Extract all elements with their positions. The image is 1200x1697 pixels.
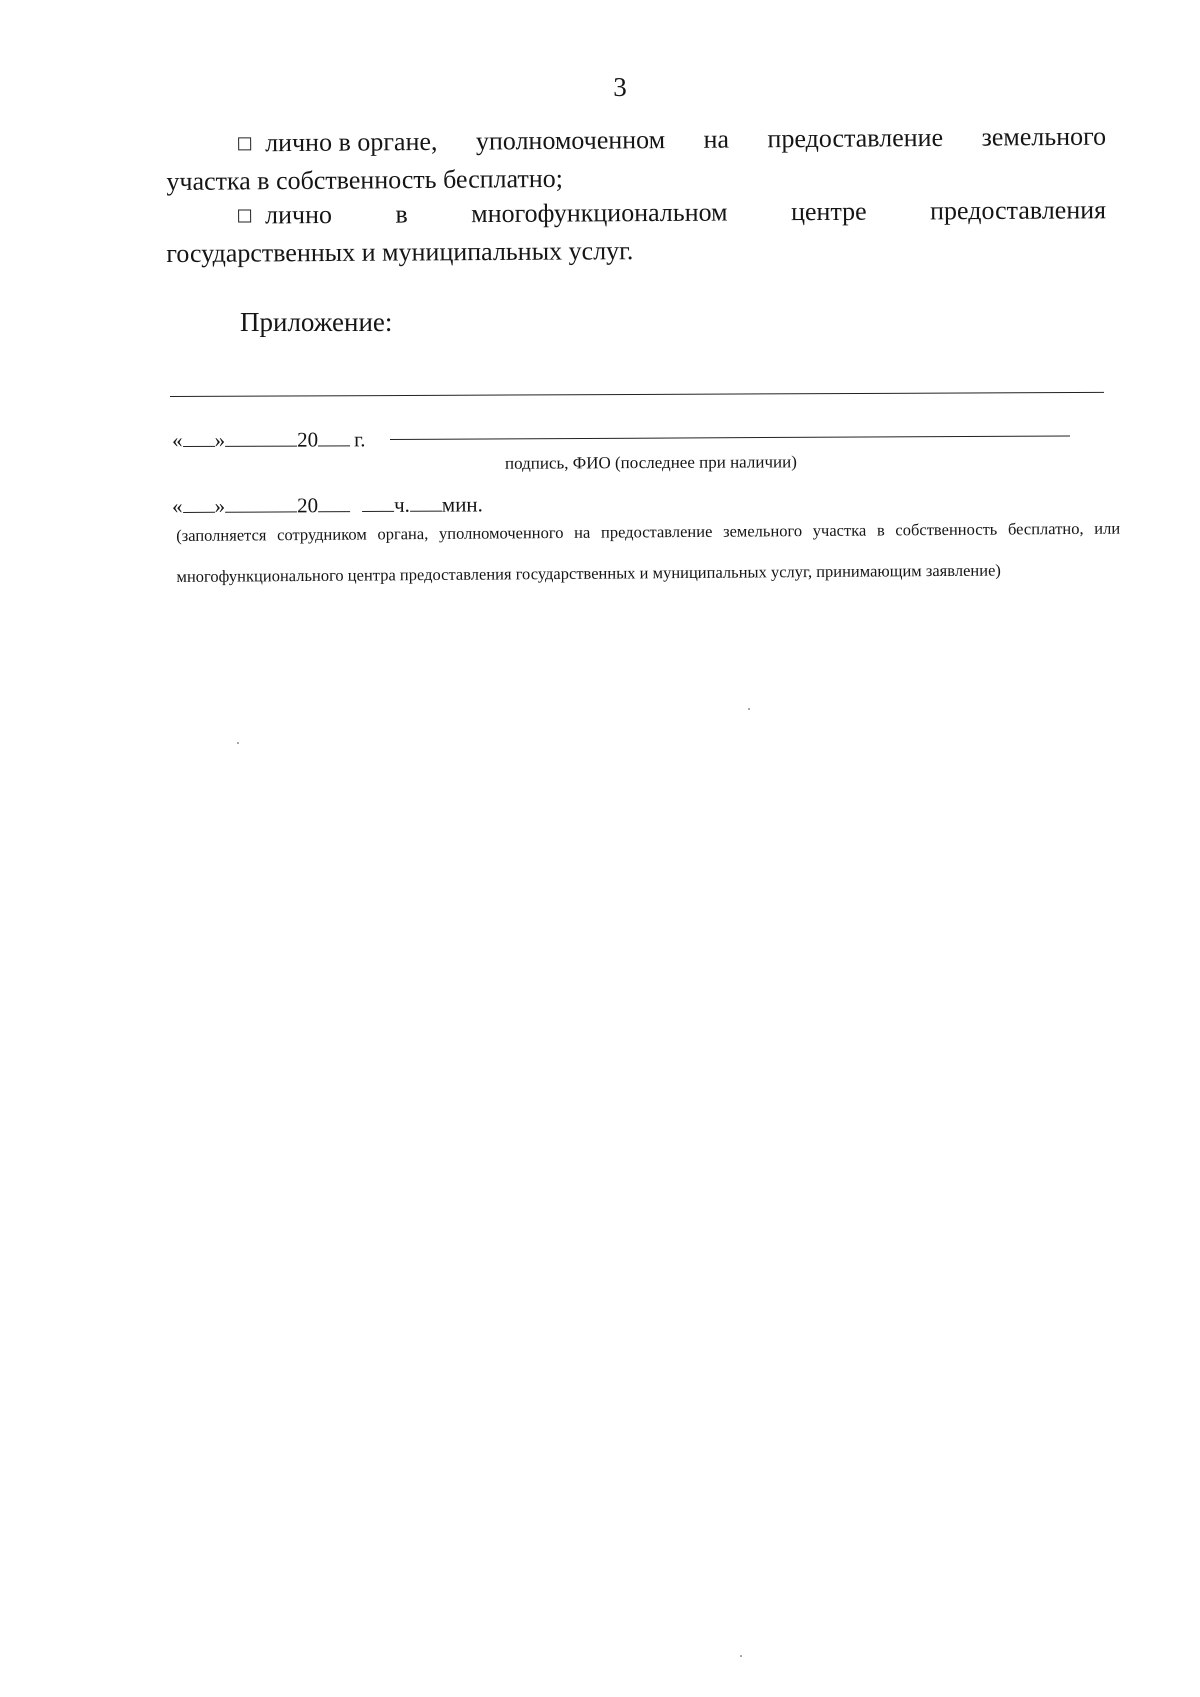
option-word-group [238, 123, 438, 163]
option-in-person-mfc [166, 191, 1106, 273]
signature-blank-line[interactable] [390, 435, 1070, 440]
date-line-signature [172, 427, 366, 453]
option-word-group [238, 196, 332, 235]
page-number: 3 [613, 72, 627, 102]
option-word: центре [790, 196, 867, 227]
open-quote: « [172, 493, 183, 518]
scan-speck [237, 742, 239, 744]
year-blank[interactable] [318, 427, 350, 446]
close-quote: » [214, 427, 226, 452]
option-word: лично в органе, [265, 126, 438, 158]
day-blank[interactable] [182, 494, 214, 513]
year-suffix: г. [353, 427, 366, 452]
month-blank[interactable] [225, 428, 297, 447]
hours-blank[interactable] [362, 493, 394, 512]
attachment-blank-line[interactable] [170, 392, 1104, 397]
option-word: уполномоченном [475, 125, 666, 156]
option-word: на [703, 124, 730, 154]
signature-caption: подпись, ФИО (последнее при наличии) [504, 452, 797, 473]
option-word: земельного [981, 121, 1107, 152]
hours-suffix: ч. [393, 492, 410, 517]
option-continuation: государственных и муниципальных услуг. [166, 236, 634, 268]
scan-speck [740, 1655, 742, 1657]
option-word: в [395, 199, 408, 229]
checkbox[interactable] [238, 209, 251, 222]
year-blank[interactable] [318, 493, 350, 512]
close-quote: » [214, 493, 226, 518]
option-first-line [166, 191, 1106, 235]
option-word: предоставление [767, 122, 944, 154]
month-blank[interactable] [225, 493, 297, 512]
fill-instruction-note: (заполняется сотрудником органа, уполномоченного на предоставление земельного участка в собственность бесплатно, или многофункционального центра предоставления государственных и муниципальных услуг, принимающим заявление) [176, 518, 1121, 586]
day-blank[interactable] [182, 428, 214, 447]
year-century: 20 [296, 493, 319, 518]
attachment-label: Приложение: [240, 307, 393, 337]
year-century: 20 [296, 427, 319, 452]
option-continuation: участка в собственность бесплатно; [166, 163, 564, 196]
open-quote: « [172, 427, 183, 452]
minutes-suffix: мин. [441, 492, 483, 517]
option-word: предоставления [929, 195, 1107, 226]
minutes-blank[interactable] [410, 493, 442, 512]
option-word: многофункциональном [471, 197, 728, 229]
checkbox[interactable] [238, 137, 251, 150]
option-word: лично [265, 199, 333, 230]
option-in-person-authority [166, 118, 1107, 201]
scan-speck [748, 708, 750, 710]
